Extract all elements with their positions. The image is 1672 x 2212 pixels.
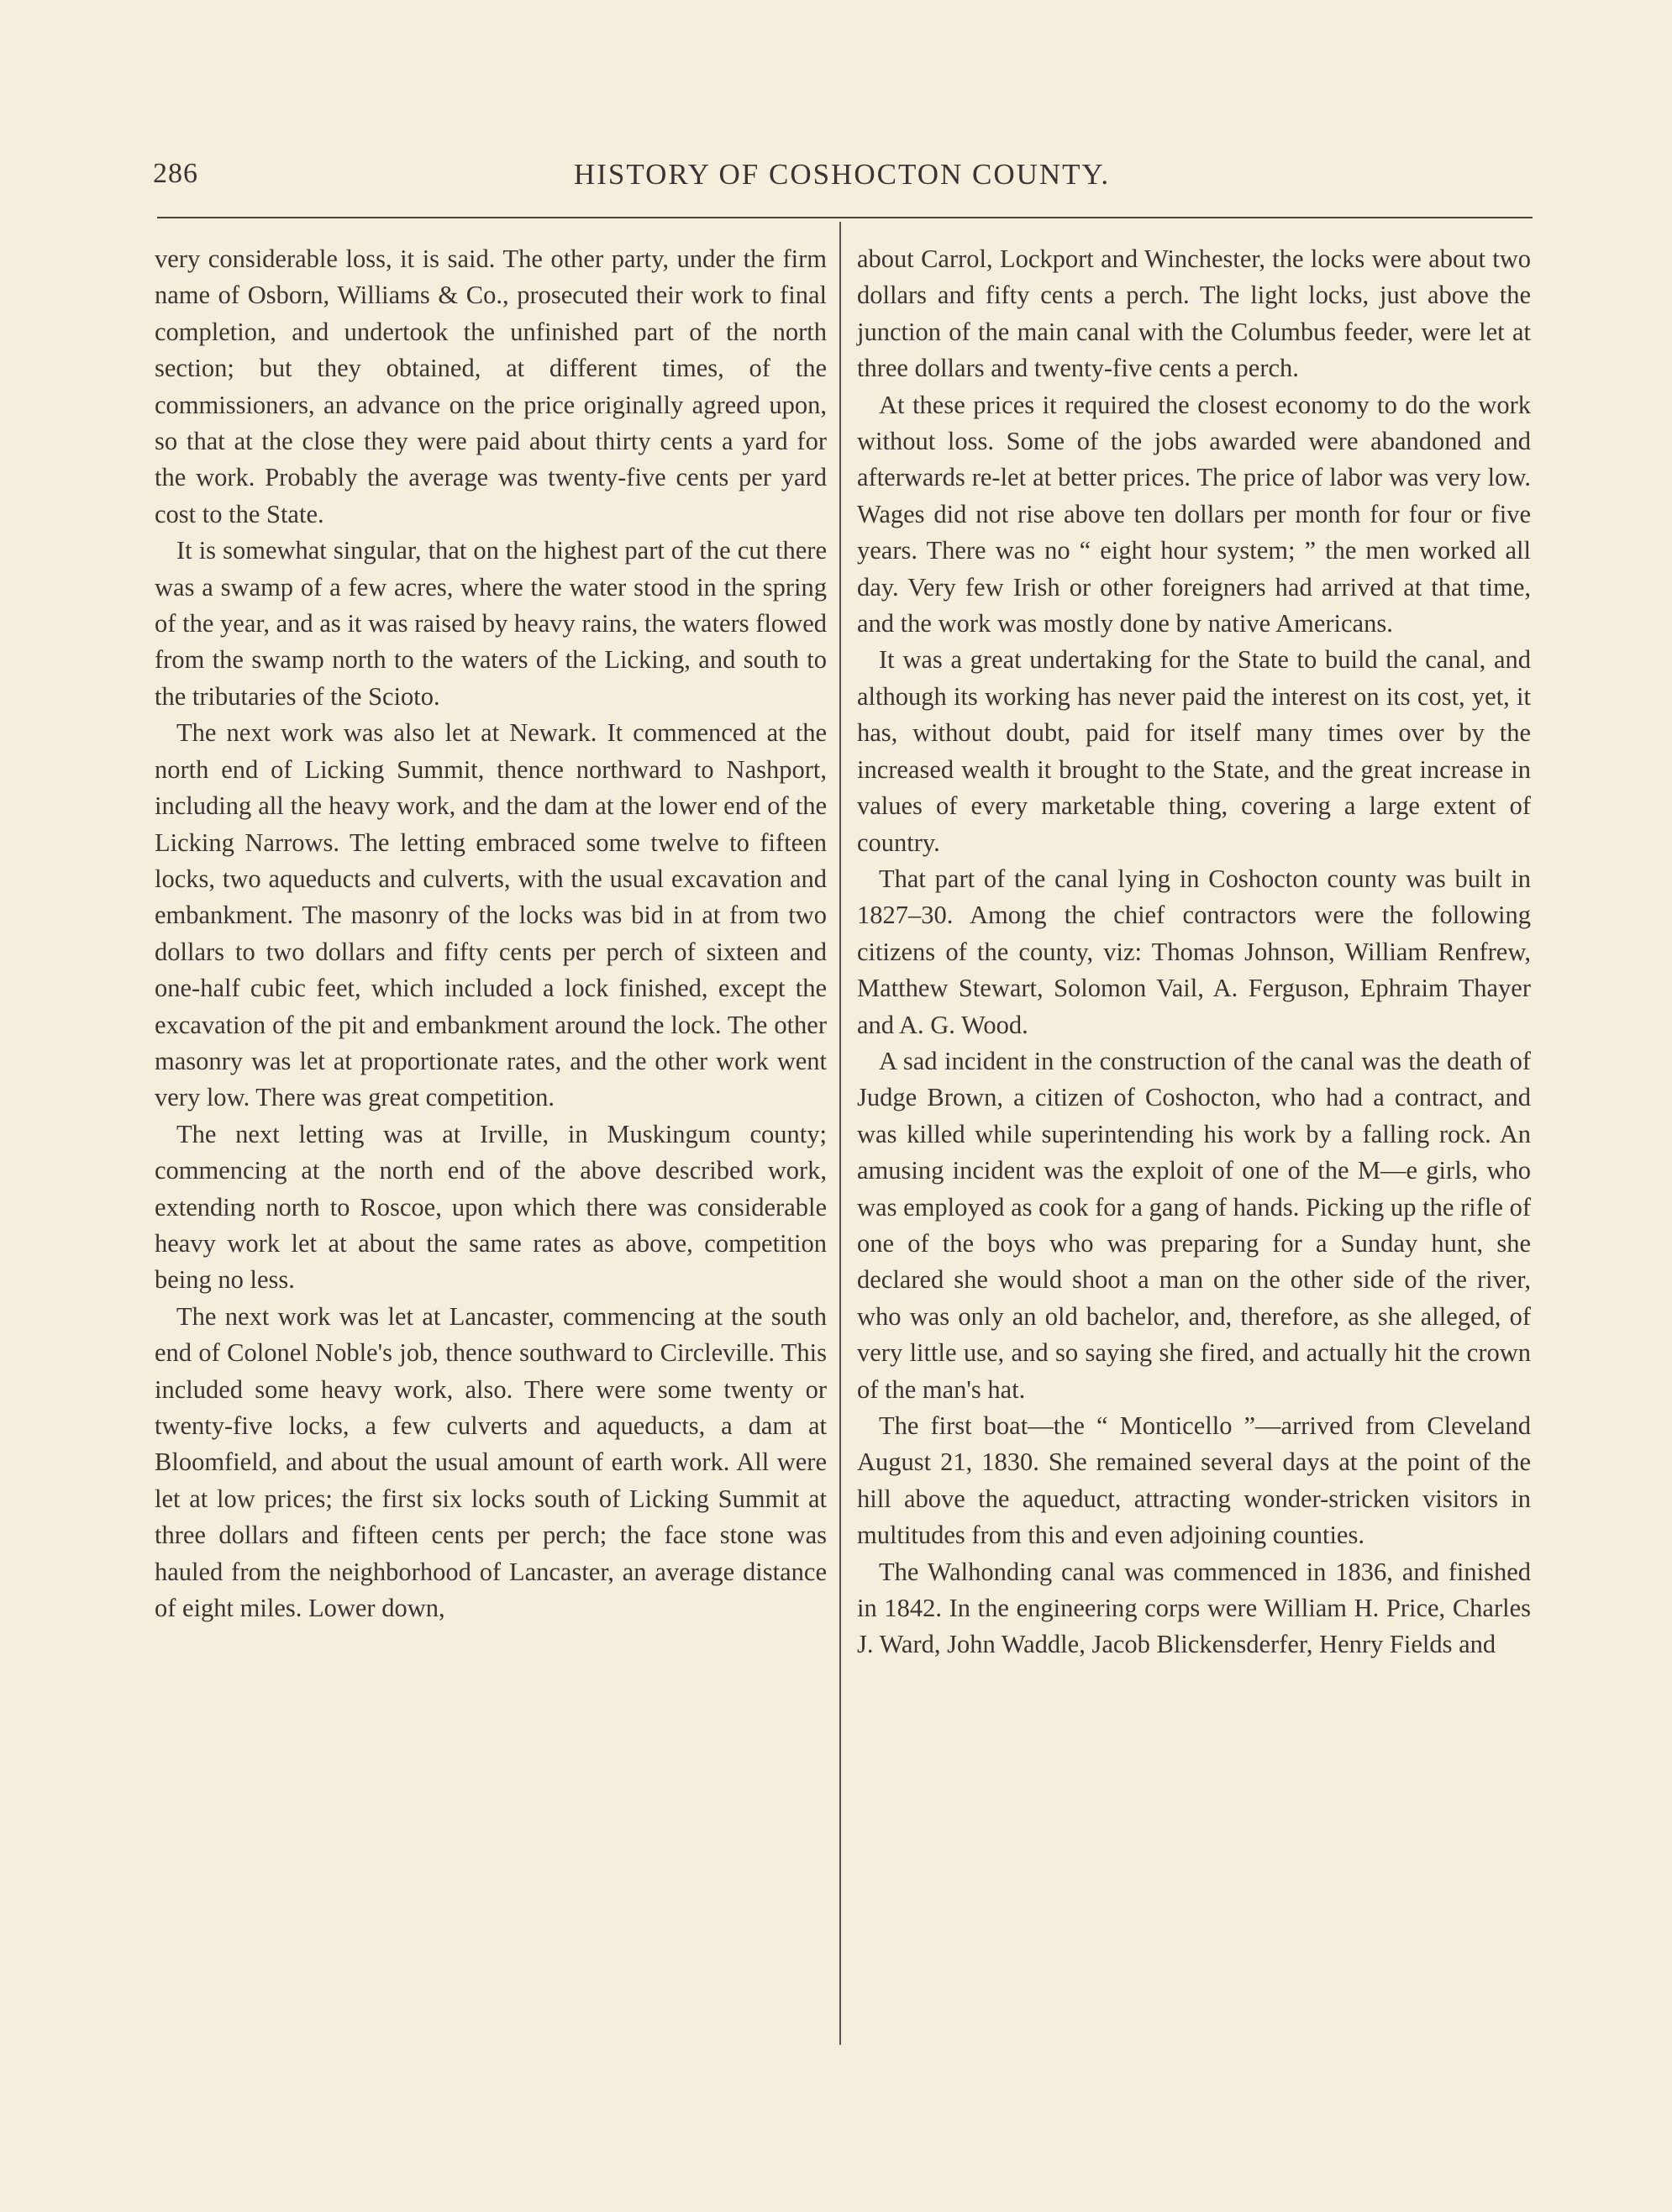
- running-head: HISTORY OF COSHOCTON COUNTY.: [573, 158, 1111, 191]
- left-column: [155, 241, 827, 1626]
- paragraph: It is somewhat singular, that on the highest part of the cut there was a swamp of a few acres, where the water stood in the spring of the year, and as it was raised by heavy rains, the waters flowed from the swamp north to the waters of the Licking, and south to the tributaries of the Scioto.: [155, 536, 827, 711]
- page-header: [153, 158, 1531, 200]
- paragraph: It was a great undertaking for the State to build the canal, and although its working has never paid the interest on its cost, yet, it has, without doubt, paid for itself many times over by the increased wealth it brought to the State, and the great increase in values of every marketable thing, covering a large extent of country.: [857, 645, 1531, 857]
- header-rule: [157, 217, 1533, 218]
- column-divider: [839, 222, 841, 2045]
- paragraph: The next letting was at Irville, in Muskingum county; commencing at the north end of the above described work, extending north to Roscoe, upon which there was considerable heavy work let at about the same rates as above, competition being no less.: [155, 1119, 827, 1295]
- paragraph: That part of the canal lying in Coshocton county was built in 1827–30. Among the chief contractors were the following citizens of the county, viz: Thomas Johnson, William Renfrew, Matthew Stewart, Solomon Vail, A. Ferguson, Ephraim Thayer and A. G. Wood.: [857, 864, 1531, 1039]
- paragraph: The next work was let at Lancaster, commencing at the south end of Colonel Noble's job, thence southward to Circleville. This included some heavy work, also. There were some twenty or twenty-five locks, a few culverts and aqueducts, a dam at Bloomfield, and about the usual amount of earth work. All were let at low prices; the first six locks south of Licking Summit at three dollars and fifteen cents per perch; the face stone was hauled from the neighborhood of Lancaster, an average distance of eight miles. Lower down,: [155, 1301, 827, 1623]
- paragraph: The first boat—the “ Monticello ”—arrived from Cleveland August 21, 1830. She remained several days at the point of the hill above the aqueduct, attracting wonder-stricken visitors in multitudes from this and even adjoining counties.: [857, 1411, 1531, 1550]
- page-number: 286: [153, 158, 198, 189]
- paragraph: very considerable loss, it is said. The other party, under the firm name of Osborn, Williams & Co., prosecuted their work to final completion, and undertook the unfinished part of the north section; but they obtained, at different times, of the commissioners, an advance on the price originally agreed upon, so that at the close they were paid about thirty cents a yard for the work. Probably the average was twenty-five cents per yard cost to the State.: [155, 244, 827, 528]
- paragraph: about Carrol, Lockport and Winchester, the locks were about two dollars and fifty cents a perch. The light locks, just above the junction of the main canal with the Columbus feeder, were let at three dollars and twenty-five cents a perch.: [857, 244, 1531, 383]
- paragraph: The Walhonding canal was commenced in 1836, and finished in 1842. In the engineering corps were William H. Price, Charles J. Ward, John Waddle, Jacob Blickensderfer, Henry Fields and: [857, 1557, 1531, 1659]
- paragraph: The next work was also let at Newark. It commenced at the north end of Licking Summit, thence northward to Nashport, including all the heavy work, and the dam at the lower end of the Licking Narrows. The letting embraced some twelve to fifteen locks, two aqueducts and culverts, with the usual excavation and embankment. The masonry of the locks was bid in at from two dollars to two dollars and fifty cents per perch of sixteen and one-half cubic feet, which included a lock finished, except the excavation of the pit and embankment around the lock. The other masonry was let at proportionate rates, and the other work went very low. There was great competition.: [155, 718, 827, 1112]
- right-column: [857, 241, 1531, 1663]
- paragraph: A sad incident in the construction of the canal was the death of Judge Brown, a citizen of Coshocton, who had a contract, and was killed while superintending his work by a falling rock. An amusing incident was the exploit of one of the M—e girls, who was employed as cook for a gang of hands. Picking up the rifle of one of the boys who was preparing for a Sunday hunt, she declared she would shoot a man on the other side of the river, who was only an old bachelor, and, therefore, as she alleged, of very little use, and so saying she fired, and actually hit the crown of the man's hat.: [857, 1046, 1531, 1404]
- paragraph: At these prices it required the closest economy to do the work without loss. Some of the jobs awarded were abandoned and afterwards re-let at better prices. The price of labor was very low. Wages did not rise above ten dollars per month for four or five years. There was no “ eight hour system; ” the men worked all day. Very few Irish or other foreigners had arrived at that time, and the work was mostly done by native Americans.: [857, 390, 1531, 638]
